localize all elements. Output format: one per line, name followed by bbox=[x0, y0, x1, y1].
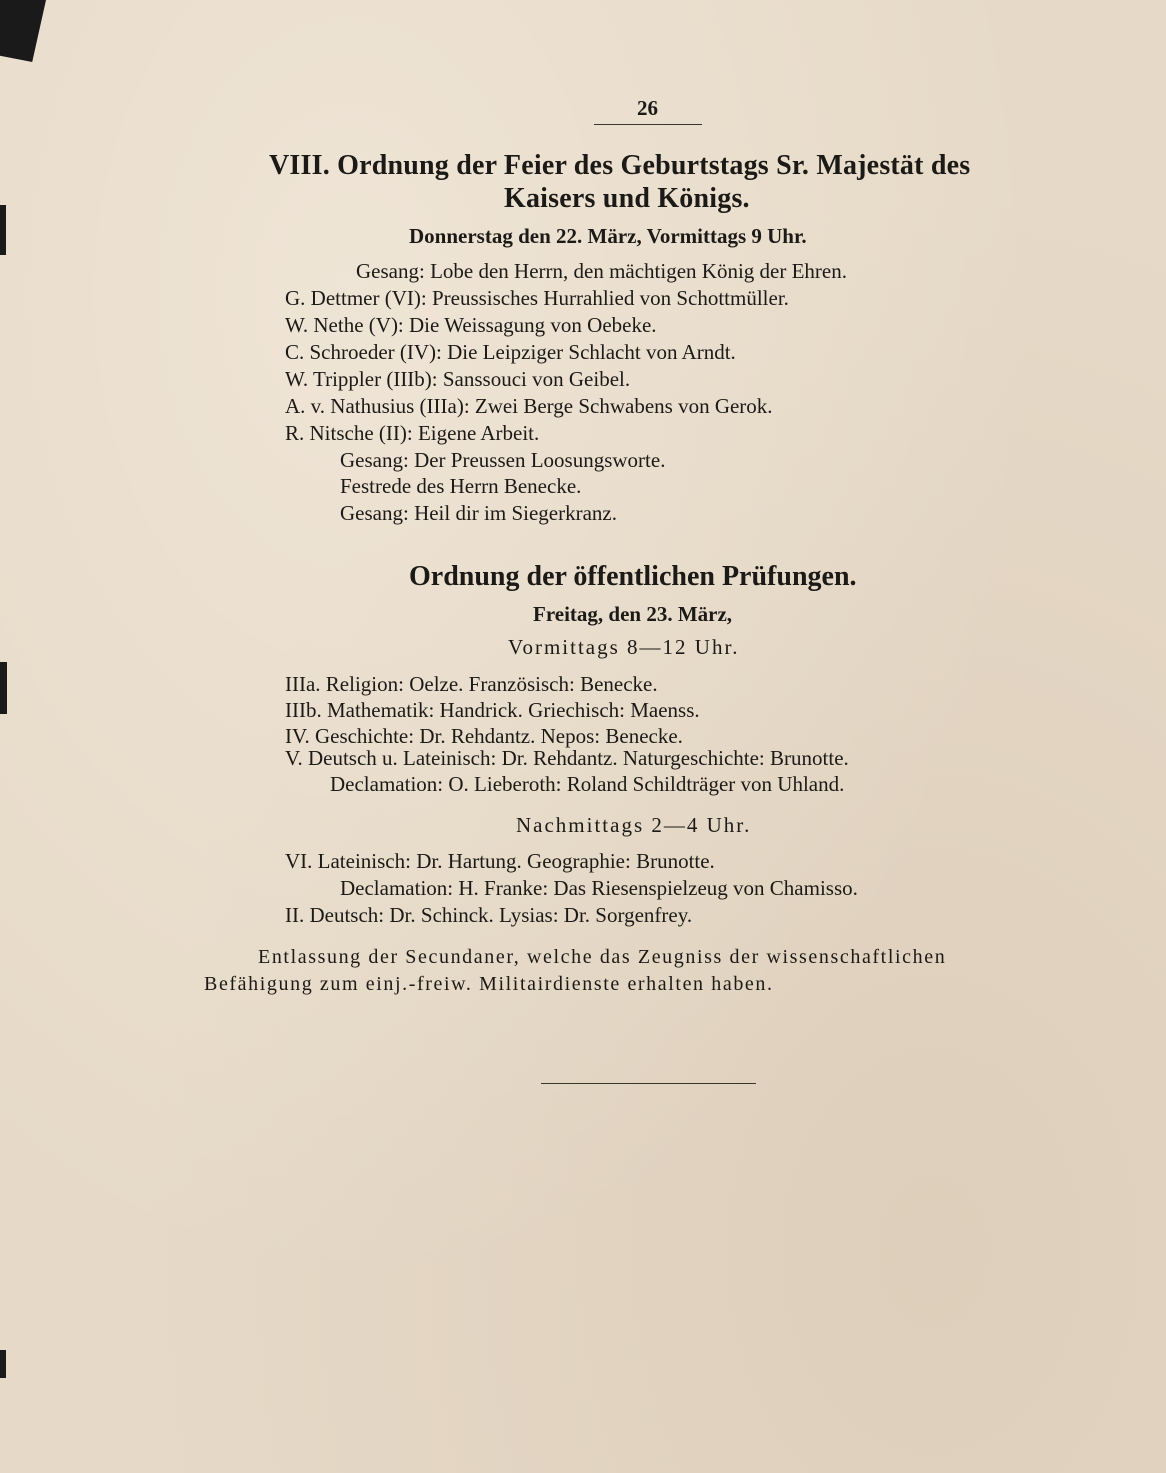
celebration-date: Donnerstag den 22. März, Vormittags 9 Uhr. bbox=[409, 224, 807, 248]
section-title-line2: Kaisers und Königs. bbox=[504, 183, 750, 214]
program-item: A. v. Nathusius (IIIa): Zwei Berge Schwabens von Gerok. bbox=[285, 394, 773, 418]
exam-item: Declamation: O. Lieberoth: Roland Schildträger von Uhland. bbox=[330, 772, 845, 796]
program-item: Gesang: Heil dir im Siegerkranz. bbox=[340, 501, 617, 525]
section-title-line1: VIII. Ordnung der Feier des Geburtstags Sr. Majestät des bbox=[269, 150, 971, 181]
program-item: R. Nitsche (II): Eigene Arbeit. bbox=[285, 421, 540, 445]
binding-mark-1 bbox=[0, 205, 6, 255]
program-item: Festrede des Herrn Benecke. bbox=[340, 474, 582, 498]
binding-mark-3 bbox=[0, 1350, 6, 1378]
program-item: W. Trippler (IIIb): Sanssouci von Geibel. bbox=[285, 367, 631, 391]
afternoon-time: Nachmittags 2—4 Uhr. bbox=[516, 813, 752, 837]
program-item: Gesang: Der Preussen Loosungsworte. bbox=[340, 448, 666, 472]
closing-line2: Befähigung zum einj.-freiw. Militairdienste erhalten haben. bbox=[204, 973, 774, 995]
exam-item: IV. Geschichte: Dr. Rehdantz. Nepos: Benecke. bbox=[285, 724, 683, 748]
binding-mark-2 bbox=[0, 662, 7, 714]
program-item: Gesang: Lobe den Herrn, den mächtigen König der Ehren. bbox=[356, 259, 847, 283]
exam-item: VI. Lateinisch: Dr. Hartung. Geographie: Brunotte. bbox=[285, 849, 715, 873]
exam-item: Declamation: H. Franke: Das Riesenspielzeug von Chamisso. bbox=[340, 876, 858, 900]
page-number: 26 bbox=[637, 96, 658, 120]
exam-item: IIIa. Religion: Oelze. Französisch: Benecke. bbox=[285, 672, 658, 696]
program-item: G. Dettmer (VI): Preussisches Hurrahlied von Schottmüller. bbox=[285, 286, 789, 310]
binding-mark-top bbox=[0, 0, 46, 62]
exam-item: IIIb. Mathematik: Handrick. Griechisch: Maenss. bbox=[285, 698, 700, 722]
closing-line1: Entlassung der Secundaner, welche das Zeugniss der wissenschaftlichen bbox=[258, 946, 947, 968]
header-rule bbox=[594, 124, 702, 125]
program-item: W. Nethe (V): Die Weissagung von Oebeke. bbox=[285, 313, 657, 337]
footer-rule bbox=[541, 1083, 756, 1084]
exam-item: V. Deutsch u. Lateinisch: Dr. Rehdantz. Naturgeschichte: Brunotte. bbox=[285, 746, 849, 770]
exam-item: II. Deutsch: Dr. Schinck. Lysias: Dr. Sorgenfrey. bbox=[285, 903, 693, 927]
morning-time: Vormittags 8—12 Uhr. bbox=[508, 635, 740, 659]
exams-date: Freitag, den 23. März, bbox=[533, 602, 733, 626]
exams-title: Ordnung der öffentlichen Prüfungen. bbox=[409, 561, 857, 592]
program-item: C. Schroeder (IV): Die Leipziger Schlacht von Arndt. bbox=[285, 340, 736, 364]
